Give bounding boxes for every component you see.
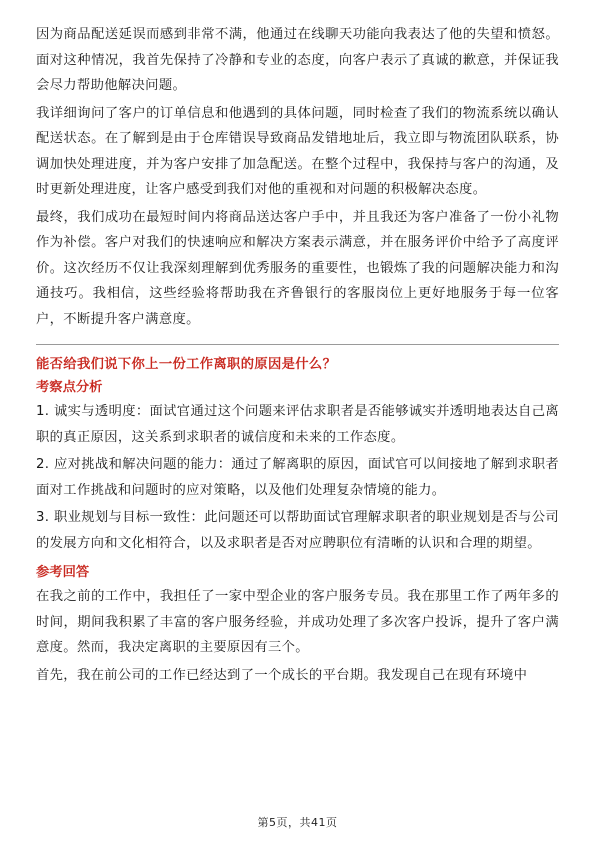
analysis-heading: 考察点分析 [36,380,103,395]
answer-heading: 参考回答 [36,565,90,580]
analysis-item-2: 2. 应对挑战和解决问题的能力：通过了解离职的原因，面试官可以间接地了解到求职者面对工作挑战和问题时的应对策略，以及他们处理复杂情境的能力。 [36,457,559,498]
body-paragraph-2: 我详细询问了客户的订单信息和他遇到的具体问题，同时检查了我们的物流系统以确认配送状态。在了解到是由于仓库错误导致商品发错地址后，我立即与物流团队联系，协调加快处理进度，并为客户安排了加急配送。在整个过程中，我保持与客户的沟通，及时更新处理进度，让客户感受到我们对他的重视和对问题的积极解决态度。 [36,105,559,197]
answer-paragraph-1: 在我之前的工作中，我担任了一家中型企业的客户服务专员。我在那里工作了两年多的时间，期间我积累了丰富的客户服务经验，并成功处理了多次客户投诉，提升了客户满意度。然而，我决定离职的主要原因有三个。 [36,589,559,655]
document-content [36,22,559,690]
body-paragraph-3: 最终，我们成功在最短时间内将商品送达客户手中，并且我还为客户准备了一份小礼物作为补偿。客户对我们的快速响应和解决方案表示满意，并在服务评价中给予了高度评价。这次经历不仅让我深刻理解到优秀服务的重要性，也锻炼了我的问题解决能力和沟通技巧。我相信，这些经验将帮助我在齐鲁银行的客服岗位上更好地服务于每一位客户，不断提升客户满意度。 [36,209,559,327]
analysis-item-1: 1. 诚实与透明度：面试官通过这个问题来评估求职者是否能够诚实并透明地表达自己离职的真正原因，这关系到求职者的诚信度和未来的工作态度。 [36,404,559,445]
page-number: 第5页，共41页 [257,816,338,829]
interview-question: 能否给我们说下你上一份工作离职的原因是什么？ [36,357,337,372]
answer-paragraph-2: 首先，我在前公司的工作已经达到了一个成长的平台期。我发现自己在现有环境中 [36,667,528,683]
body-paragraph-1: 因为商品配送延误而感到非常不满，他通过在线聊天功能向我表达了他的失望和愤怒。面对这种情况，我首先保持了冷静和专业的态度，向客户表示了真诚的歉意，并保证我会尽力帮助他解决问题。 [36,27,559,93]
analysis-item-3: 3. 职业规划与目标一致性：此问题还可以帮助面试官理解求职者的职业规划是否与公司的发展方向和文化相符合，以及求职者是否对应聘职位有清晰的认识和合理的期望。 [36,510,559,551]
section-divider [36,344,559,345]
